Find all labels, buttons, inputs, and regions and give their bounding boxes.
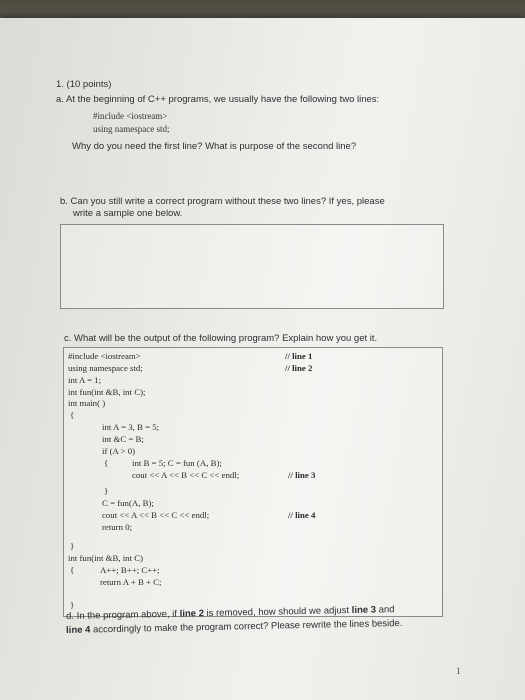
part-d-line4-ref: line 4	[66, 624, 91, 636]
part-d-line3-ref: line 3	[351, 604, 377, 617]
part-a-intro: a. At the beginning of C++ programs, we usually have the following two lines:	[56, 94, 380, 105]
code-line: }	[70, 541, 75, 551]
part-d-text: d. In the program above, if	[66, 608, 180, 622]
code-line: using namespace std;	[68, 363, 143, 373]
code-line: return 0;	[102, 522, 133, 532]
code-line: {	[104, 458, 109, 468]
part-d-line2-ref: line 2	[179, 608, 205, 620]
line-1-comment: // line 1	[285, 351, 313, 361]
page-number: 1	[456, 666, 461, 676]
line-4-comment: // line 4	[288, 510, 316, 520]
code-line: cout << A << B << C << endl;	[132, 470, 240, 480]
question-header: 1. (10 points)	[56, 79, 112, 90]
part-d-text: is removed, how should we adjust	[203, 605, 352, 620]
code-line: C = fun(A, B);	[102, 498, 154, 508]
code-line: int B = 5; C = fun (A, B);	[132, 458, 222, 468]
part-c-question: c. What will be the output of the following program? Explain how you get it.	[64, 333, 378, 344]
code-line: int A = 1;	[68, 375, 102, 385]
code-line: cout << A << B << C << endl;	[102, 510, 210, 520]
code-line: {	[70, 410, 75, 420]
program-box	[63, 347, 443, 620]
part-a-code-line1: #include <iostream>	[93, 111, 168, 121]
line-3-comment: // line 3	[288, 470, 316, 480]
code-line: return A + B + C;	[100, 577, 162, 587]
worksheet-page	[0, 18, 525, 700]
part-d-text: accordingly to make the program correct? Please rewrite the lines beside.	[90, 617, 403, 636]
part-d-text: and	[375, 604, 395, 616]
line-2-comment: // line 2	[285, 363, 313, 373]
code-line: int main( )	[68, 398, 106, 408]
part-a-question: Why do you need the first line? What is purpose of the second line?	[72, 141, 357, 152]
code-line: int fun(int &B, int C);	[68, 387, 146, 397]
code-line: int fun(int &B, int C)	[68, 553, 144, 563]
code-line: }	[70, 600, 75, 610]
code-line: int &C = B;	[102, 434, 144, 444]
code-line: }	[104, 486, 109, 496]
code-line: int A = 3, B = 5;	[102, 422, 160, 432]
part-b-line1: b. Can you still write a correct program without these two lines? If yes, please	[60, 196, 385, 207]
part-b-line2: write a sample one below.	[73, 208, 183, 219]
code-line: #include <iostream>	[68, 351, 141, 361]
code-line: {	[70, 565, 75, 575]
code-line: A++; B++; C++;	[100, 565, 160, 575]
answer-box-b[interactable]	[60, 224, 444, 309]
part-a-code-line2: using namespace std;	[93, 124, 170, 134]
code-line: if (A > 0)	[102, 446, 136, 456]
